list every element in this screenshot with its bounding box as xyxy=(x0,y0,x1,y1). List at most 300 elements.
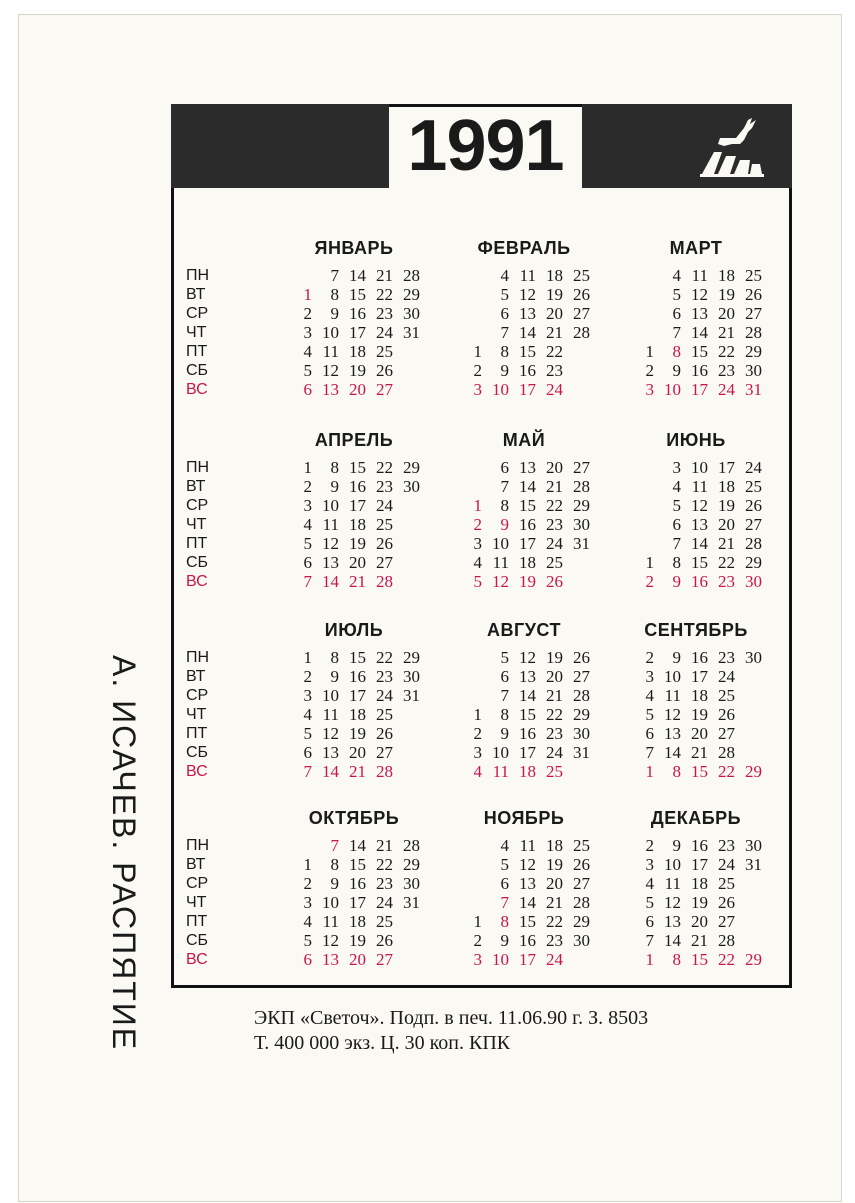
day-cell: 11 xyxy=(492,762,509,781)
day-cell xyxy=(563,380,590,399)
day-cell: 29 xyxy=(403,855,420,874)
day-cell: 6 xyxy=(672,304,681,323)
day-cell: 4 xyxy=(473,553,482,572)
day-cell: 9 xyxy=(672,836,681,855)
week-row xyxy=(294,855,420,874)
day-cell xyxy=(735,912,762,931)
week-row xyxy=(636,743,762,762)
week-row xyxy=(636,724,762,743)
day-cell: 20 xyxy=(718,304,735,323)
day-cell: 26 xyxy=(745,285,762,304)
month-days xyxy=(294,648,420,781)
day-cell: 26 xyxy=(376,534,393,553)
week-row xyxy=(464,361,590,380)
day-cell: 5 xyxy=(645,893,654,912)
day-cell: 14 xyxy=(664,931,681,950)
weekday-label: ПТ xyxy=(186,913,208,930)
day-cell: 28 xyxy=(403,836,420,855)
day-cell: 18 xyxy=(546,836,563,855)
weekday-label: СР xyxy=(186,687,209,704)
month-days xyxy=(464,836,590,969)
day-cell: 21 xyxy=(691,931,708,950)
day-cell xyxy=(735,743,762,762)
header-band-left xyxy=(171,104,389,188)
day-cell: 27 xyxy=(573,874,590,893)
day-cell: 9 xyxy=(500,361,509,380)
day-cell xyxy=(393,572,420,591)
week-row xyxy=(294,836,420,855)
day-cell xyxy=(464,648,482,667)
day-cell: 26 xyxy=(376,361,393,380)
day-cell: 8 xyxy=(330,855,339,874)
day-cell: 18 xyxy=(718,266,735,285)
day-cell: 12 xyxy=(322,931,339,950)
day-cell: 6 xyxy=(303,743,312,762)
week-row xyxy=(464,743,590,762)
day-cell: 5 xyxy=(645,705,654,724)
day-cell: 23 xyxy=(718,836,735,855)
day-cell: 30 xyxy=(573,724,590,743)
day-cell: 30 xyxy=(573,515,590,534)
month-days xyxy=(294,266,420,399)
day-cell: 1 xyxy=(303,285,312,304)
day-cell: 25 xyxy=(745,266,762,285)
day-cell: 28 xyxy=(573,893,590,912)
day-cell xyxy=(636,477,654,496)
month-days xyxy=(636,648,762,781)
day-cell: 6 xyxy=(645,724,654,743)
month-title: ФЕВРАЛЬ xyxy=(477,238,571,258)
day-cell: 26 xyxy=(376,724,393,743)
day-cell: 8 xyxy=(500,342,509,361)
day-cell: 5 xyxy=(303,931,312,950)
week-row xyxy=(294,496,420,515)
week-row xyxy=(636,893,762,912)
weekday-label: ЧТ xyxy=(186,894,207,911)
day-cell xyxy=(636,266,654,285)
day-cell: 13 xyxy=(322,743,339,762)
week-row xyxy=(294,342,420,361)
day-cell: 12 xyxy=(322,724,339,743)
day-cell: 18 xyxy=(519,553,536,572)
day-cell: 16 xyxy=(349,667,366,686)
day-cell: 11 xyxy=(691,477,708,496)
month-days xyxy=(464,648,590,781)
day-cell: 1 xyxy=(473,496,482,515)
day-cell: 31 xyxy=(403,686,420,705)
day-cell: 22 xyxy=(718,553,735,572)
day-cell: 10 xyxy=(691,458,708,477)
day-cell: 27 xyxy=(573,304,590,323)
weekday-label: СР xyxy=(186,497,209,514)
day-cell: 4 xyxy=(303,912,312,931)
day-cell: 6 xyxy=(645,912,654,931)
day-cell: 7 xyxy=(500,477,509,496)
weekday-label: ЧТ xyxy=(186,706,207,723)
day-cell: 25 xyxy=(376,912,393,931)
day-cell: 25 xyxy=(718,874,735,893)
week-row xyxy=(464,724,590,743)
day-cell: 9 xyxy=(672,648,681,667)
day-cell xyxy=(563,762,590,781)
day-cell: 11 xyxy=(492,553,509,572)
day-cell: 5 xyxy=(303,361,312,380)
day-cell: 5 xyxy=(672,285,681,304)
day-cell: 17 xyxy=(519,534,536,553)
week-row xyxy=(294,724,420,743)
week-row xyxy=(636,572,762,591)
week-row xyxy=(294,686,420,705)
day-cell: 11 xyxy=(322,912,339,931)
day-cell: 27 xyxy=(573,458,590,477)
day-cell xyxy=(563,553,590,572)
day-cell xyxy=(636,285,654,304)
day-cell: 12 xyxy=(492,572,509,591)
week-row xyxy=(464,667,590,686)
day-cell: 24 xyxy=(546,380,563,399)
week-row xyxy=(294,304,420,323)
day-cell: 3 xyxy=(303,496,312,515)
day-cell xyxy=(464,266,482,285)
week-row xyxy=(464,912,590,931)
day-cell xyxy=(393,361,420,380)
day-cell: 5 xyxy=(672,496,681,515)
day-cell xyxy=(393,553,420,572)
day-cell: 10 xyxy=(322,893,339,912)
day-cell: 25 xyxy=(718,686,735,705)
day-cell xyxy=(393,342,420,361)
day-cell: 21 xyxy=(546,477,563,496)
day-cell: 15 xyxy=(691,553,708,572)
day-cell: 13 xyxy=(691,304,708,323)
day-cell: 22 xyxy=(718,950,735,969)
week-row xyxy=(464,285,590,304)
day-cell: 4 xyxy=(473,762,482,781)
day-cell: 7 xyxy=(303,762,312,781)
day-cell: 7 xyxy=(645,743,654,762)
day-cell: 9 xyxy=(672,361,681,380)
day-cell: 14 xyxy=(691,534,708,553)
day-cell xyxy=(735,931,762,950)
day-cell: 23 xyxy=(376,304,393,323)
day-cell: 21 xyxy=(376,266,393,285)
day-cell: 14 xyxy=(322,762,339,781)
day-cell xyxy=(636,323,654,342)
day-cell: 25 xyxy=(546,553,563,572)
day-cell: 20 xyxy=(349,553,366,572)
day-cell: 31 xyxy=(403,893,420,912)
day-cell: 5 xyxy=(500,855,509,874)
day-cell: 3 xyxy=(303,893,312,912)
day-cell: 20 xyxy=(349,380,366,399)
day-cell: 21 xyxy=(718,323,735,342)
week-row xyxy=(464,304,590,323)
day-cell: 14 xyxy=(349,266,366,285)
week-row xyxy=(636,686,762,705)
week-row xyxy=(636,380,762,399)
day-cell: 13 xyxy=(664,724,681,743)
week-row xyxy=(294,874,420,893)
day-cell: 5 xyxy=(473,572,482,591)
day-cell: 25 xyxy=(376,342,393,361)
day-cell: 18 xyxy=(349,912,366,931)
day-cell: 28 xyxy=(573,686,590,705)
week-row xyxy=(636,342,762,361)
day-cell: 4 xyxy=(645,874,654,893)
day-cell: 1 xyxy=(303,855,312,874)
day-cell: 6 xyxy=(303,950,312,969)
week-row xyxy=(294,931,420,950)
month-days xyxy=(636,266,762,399)
day-cell: 12 xyxy=(519,855,536,874)
day-cell: 11 xyxy=(664,874,681,893)
weekday-label: ПН xyxy=(186,267,210,284)
week-row xyxy=(636,648,762,667)
day-cell xyxy=(563,572,590,591)
day-cell xyxy=(464,285,482,304)
day-cell: 6 xyxy=(303,380,312,399)
day-cell: 26 xyxy=(573,648,590,667)
day-cell: 8 xyxy=(672,950,681,969)
weekday-labels xyxy=(186,266,246,399)
day-cell xyxy=(735,686,762,705)
day-cell: 1 xyxy=(645,342,654,361)
day-cell xyxy=(464,855,482,874)
day-cell: 3 xyxy=(303,323,312,342)
month-days xyxy=(294,458,420,591)
day-cell: 3 xyxy=(303,686,312,705)
day-cell: 31 xyxy=(573,534,590,553)
day-cell: 4 xyxy=(303,515,312,534)
day-cell xyxy=(735,893,762,912)
day-cell: 16 xyxy=(519,515,536,534)
day-cell xyxy=(294,266,312,285)
day-cell: 28 xyxy=(376,572,393,591)
month-title: ДЕКАБРЬ xyxy=(650,808,742,828)
day-cell: 24 xyxy=(718,667,735,686)
week-row xyxy=(636,266,762,285)
day-cell xyxy=(464,304,482,323)
day-cell: 20 xyxy=(546,304,563,323)
day-cell: 31 xyxy=(403,323,420,342)
day-cell: 12 xyxy=(322,361,339,380)
day-cell: 8 xyxy=(330,458,339,477)
day-cell: 9 xyxy=(672,572,681,591)
day-cell: 7 xyxy=(645,931,654,950)
month-days xyxy=(636,836,762,969)
week-row xyxy=(636,534,762,553)
week-row xyxy=(464,686,590,705)
day-cell: 2 xyxy=(473,724,482,743)
day-cell xyxy=(393,931,420,950)
day-cell: 10 xyxy=(322,496,339,515)
day-cell: 4 xyxy=(500,836,509,855)
day-cell: 17 xyxy=(718,458,735,477)
day-cell: 31 xyxy=(745,380,762,399)
day-cell: 26 xyxy=(573,855,590,874)
day-cell: 12 xyxy=(519,285,536,304)
week-row xyxy=(294,950,420,969)
day-cell: 3 xyxy=(645,380,654,399)
day-cell: 11 xyxy=(322,342,339,361)
day-cell: 20 xyxy=(546,458,563,477)
month-title: ИЮНЬ xyxy=(666,430,726,450)
day-cell: 12 xyxy=(691,285,708,304)
day-cell: 16 xyxy=(349,477,366,496)
day-cell: 16 xyxy=(691,648,708,667)
day-cell xyxy=(464,893,482,912)
day-cell: 17 xyxy=(349,323,366,342)
day-cell xyxy=(563,361,590,380)
day-cell: 4 xyxy=(303,705,312,724)
day-cell: 2 xyxy=(473,361,482,380)
day-cell: 17 xyxy=(519,743,536,762)
week-row xyxy=(294,458,420,477)
day-cell xyxy=(735,724,762,743)
weekday-labels xyxy=(186,648,246,781)
day-cell: 24 xyxy=(376,686,393,705)
day-cell: 16 xyxy=(349,874,366,893)
week-row xyxy=(464,534,590,553)
day-cell: 1 xyxy=(303,648,312,667)
day-cell: 3 xyxy=(473,743,482,762)
day-cell xyxy=(636,534,654,553)
day-cell: 16 xyxy=(349,304,366,323)
day-cell: 29 xyxy=(403,648,420,667)
day-cell: 21 xyxy=(546,893,563,912)
weekday-label: ВС xyxy=(186,951,208,968)
day-cell: 28 xyxy=(718,931,735,950)
week-row xyxy=(294,323,420,342)
day-cell: 27 xyxy=(376,743,393,762)
day-cell: 27 xyxy=(376,553,393,572)
day-cell: 21 xyxy=(691,743,708,762)
day-cell: 23 xyxy=(718,361,735,380)
day-cell: 12 xyxy=(322,534,339,553)
day-cell: 27 xyxy=(376,380,393,399)
day-cell: 22 xyxy=(546,705,563,724)
weekday-label: СБ xyxy=(186,554,209,571)
day-cell: 22 xyxy=(376,285,393,304)
day-cell: 30 xyxy=(745,648,762,667)
day-cell: 21 xyxy=(546,323,563,342)
day-cell: 18 xyxy=(349,515,366,534)
day-cell: 27 xyxy=(745,515,762,534)
weekday-label: ВТ xyxy=(186,668,206,685)
day-cell xyxy=(393,380,420,399)
week-row xyxy=(464,572,590,591)
day-cell: 13 xyxy=(322,950,339,969)
day-cell xyxy=(735,705,762,724)
day-cell: 6 xyxy=(500,667,509,686)
weekday-label: ПТ xyxy=(186,725,208,742)
day-cell: 29 xyxy=(403,458,420,477)
week-row xyxy=(636,705,762,724)
day-cell: 27 xyxy=(745,304,762,323)
month-title: СЕНТЯБРЬ xyxy=(644,620,748,640)
day-cell: 2 xyxy=(645,361,654,380)
day-cell: 18 xyxy=(519,762,536,781)
day-cell xyxy=(563,342,590,361)
day-cell: 23 xyxy=(718,648,735,667)
day-cell: 15 xyxy=(691,950,708,969)
day-cell: 22 xyxy=(718,762,735,781)
day-cell: 11 xyxy=(664,686,681,705)
day-cell: 2 xyxy=(303,304,312,323)
day-cell: 1 xyxy=(645,950,654,969)
day-cell: 16 xyxy=(519,361,536,380)
day-cell xyxy=(393,705,420,724)
weekday-label: ПН xyxy=(186,459,210,476)
day-cell: 21 xyxy=(349,762,366,781)
day-cell: 17 xyxy=(691,380,708,399)
day-cell: 18 xyxy=(691,874,708,893)
day-cell: 2 xyxy=(645,648,654,667)
day-cell: 23 xyxy=(376,667,393,686)
day-cell: 13 xyxy=(519,304,536,323)
weekday-label: СБ xyxy=(186,932,209,949)
day-cell: 24 xyxy=(745,458,762,477)
day-cell: 7 xyxy=(672,323,681,342)
week-row xyxy=(464,950,590,969)
day-cell: 23 xyxy=(546,515,563,534)
week-row xyxy=(636,950,762,969)
day-cell: 1 xyxy=(645,553,654,572)
day-cell xyxy=(393,724,420,743)
day-cell: 22 xyxy=(718,342,735,361)
day-cell: 12 xyxy=(691,496,708,515)
day-cell: 25 xyxy=(573,266,590,285)
day-cell: 21 xyxy=(718,534,735,553)
day-cell: 17 xyxy=(349,686,366,705)
week-row xyxy=(294,743,420,762)
day-cell: 25 xyxy=(376,515,393,534)
day-cell: 22 xyxy=(376,458,393,477)
week-row xyxy=(294,477,420,496)
day-cell: 20 xyxy=(546,667,563,686)
day-cell: 20 xyxy=(546,874,563,893)
day-cell: 28 xyxy=(573,477,590,496)
day-cell: 28 xyxy=(745,323,762,342)
day-cell: 6 xyxy=(500,304,509,323)
month-days xyxy=(464,266,590,399)
day-cell: 26 xyxy=(745,496,762,515)
imprint xyxy=(254,1006,814,1056)
week-row xyxy=(636,667,762,686)
day-cell: 7 xyxy=(330,266,339,285)
day-cell: 12 xyxy=(519,648,536,667)
day-cell xyxy=(464,323,482,342)
day-cell: 19 xyxy=(718,496,735,515)
weekday-label: СР xyxy=(186,305,209,322)
week-row xyxy=(294,380,420,399)
day-cell: 9 xyxy=(330,874,339,893)
day-cell: 5 xyxy=(500,285,509,304)
day-cell: 11 xyxy=(691,266,708,285)
week-row xyxy=(636,496,762,515)
day-cell: 18 xyxy=(349,342,366,361)
day-cell: 24 xyxy=(546,743,563,762)
day-cell: 26 xyxy=(718,893,735,912)
weekday-labels xyxy=(186,836,246,969)
month-days xyxy=(294,836,420,969)
day-cell: 9 xyxy=(330,667,339,686)
day-cell: 17 xyxy=(519,380,536,399)
day-cell: 27 xyxy=(573,667,590,686)
week-row xyxy=(464,458,590,477)
day-cell: 10 xyxy=(322,323,339,342)
day-cell: 13 xyxy=(322,553,339,572)
